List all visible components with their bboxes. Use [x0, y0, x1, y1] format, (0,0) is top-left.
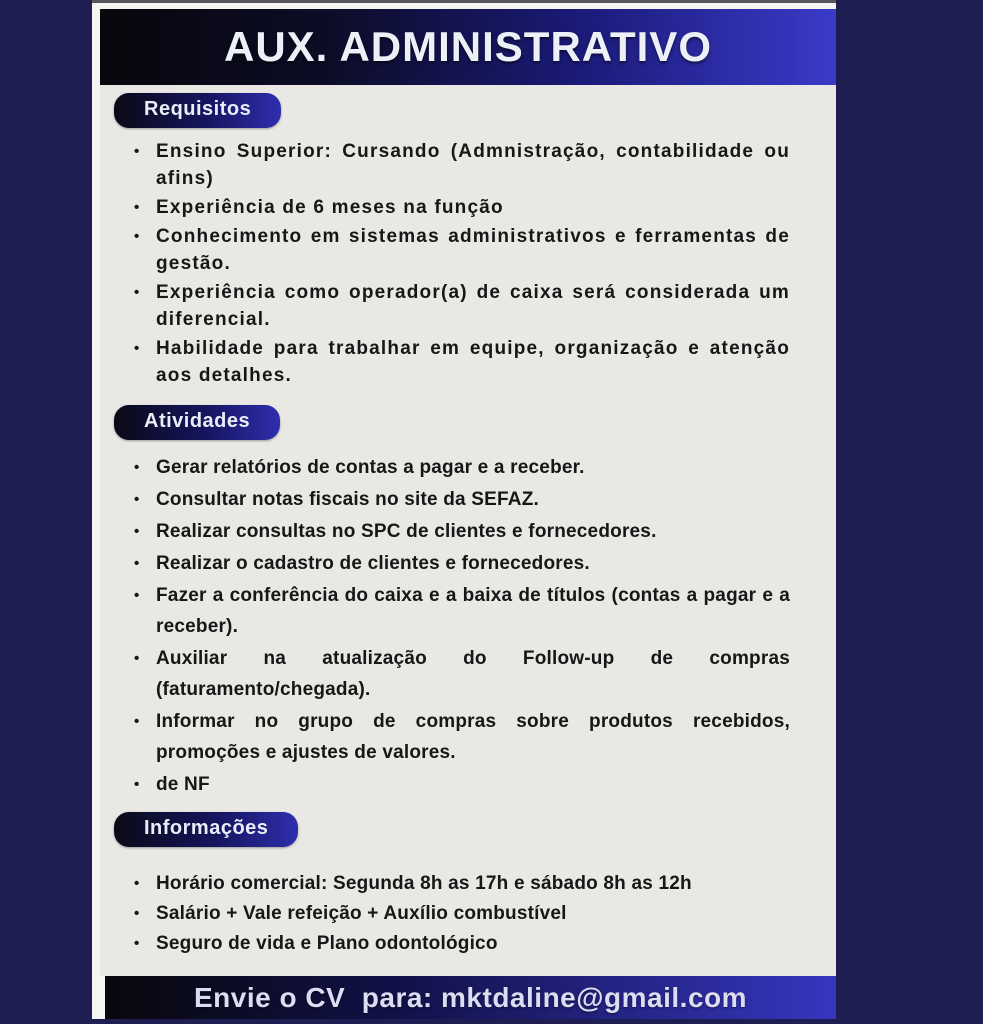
requisito-item	[130, 223, 790, 277]
informacao-item-text: Horário comercial: Segunda 8h as 17h e sábado 8h as 12h	[156, 873, 692, 894]
job-post-card	[92, 0, 836, 1019]
atividade-item	[130, 706, 790, 768]
bullet-icon: •	[134, 905, 140, 922]
informacao-item	[130, 929, 790, 959]
atividade-item-text: Fazer a conferência do caixa e a baixa de títulos (contas a pagar e a receber).	[156, 585, 790, 637]
requisitos-list	[100, 138, 836, 389]
atividade-item	[130, 580, 790, 642]
atividade-item-text: de NF	[156, 774, 210, 795]
job-title-banner	[100, 9, 836, 85]
bullet-icon: •	[134, 284, 141, 301]
atividade-item	[130, 548, 790, 579]
requisito-item-text: Ensino Superior: Cursando (Admnistração, contabilidade ou afins)	[156, 141, 790, 189]
cv-email-banner	[105, 976, 836, 1019]
content-panel	[100, 85, 836, 976]
bullet-icon: •	[134, 935, 140, 952]
cv-email-text: Envie o CV para: mktdaline@gmail.com	[193, 981, 748, 1013]
atividades-section-header	[100, 405, 836, 440]
atividades-pill	[114, 405, 280, 440]
card-top-strip	[92, 0, 836, 3]
requisito-item-text: Habilidade para trabalhar em equipe, organização e atenção aos detalhes.	[156, 338, 790, 386]
requisitos-pill	[114, 93, 281, 128]
informacoes-section-header	[100, 812, 836, 847]
bullet-icon: •	[134, 228, 141, 245]
informacoes-pill	[114, 812, 298, 847]
bullet-icon: •	[134, 587, 140, 604]
atividade-item-text: Consultar notas fiscais no site da SEFAZ.	[156, 489, 540, 510]
informacao-item-text: Salário + Vale refeição + Auxílio combustível	[156, 903, 567, 924]
bullet-icon: •	[134, 650, 140, 667]
bullet-icon: •	[134, 491, 140, 508]
atividades-list	[100, 452, 836, 800]
atividade-item	[130, 643, 790, 705]
job-title: AUX. ADMINISTRATIVO	[224, 23, 712, 70]
informacoes-label: Informações	[144, 817, 269, 839]
bullet-icon: •	[134, 459, 140, 476]
atividade-item	[130, 769, 790, 800]
atividade-item	[130, 452, 790, 483]
bullet-icon: •	[134, 776, 140, 793]
requisito-item	[130, 194, 790, 221]
atividade-item	[130, 484, 790, 515]
atividade-item	[130, 516, 790, 547]
informacoes-list	[100, 869, 836, 959]
atividade-item-text: Realizar consultas no SPC de clientes e fornecedores.	[156, 521, 657, 542]
requisito-item	[130, 335, 790, 389]
bullet-icon: •	[134, 143, 141, 160]
bullet-icon: •	[134, 523, 140, 540]
bullet-icon: •	[134, 199, 141, 216]
requisitos-label: Requisitos	[144, 98, 252, 120]
requisito-item-text: Experiência de 6 meses na função	[156, 197, 504, 218]
requisito-item-text: Experiência como operador(a) de caixa será considerada um diferencial.	[156, 282, 790, 330]
bullet-icon: •	[134, 713, 140, 730]
bullet-icon: •	[134, 875, 140, 892]
requisito-item	[130, 138, 790, 192]
informacao-item	[130, 869, 790, 899]
requisito-item-text: Conhecimento em sistemas administrativos e ferramentas de gestão.	[156, 226, 790, 274]
atividade-item-text: Informar no grupo de compras sobre produtos recebidos, promoções e ajustes de valores.	[156, 711, 790, 763]
informacao-item-text: Seguro de vida e Plano odontológico	[156, 933, 498, 954]
atividade-item-text: Gerar relatórios de contas a pagar e a receber.	[156, 457, 585, 478]
atividades-label: Atividades	[144, 410, 251, 432]
requisito-item	[130, 279, 790, 333]
atividade-item-text: Auxiliar na atualização do Follow-up de compras (faturamento/chegada).	[156, 648, 790, 700]
bullet-icon: •	[134, 555, 140, 572]
informacao-item	[130, 899, 790, 929]
bullet-icon: •	[134, 340, 141, 357]
atividade-item-text: Realizar o cadastro de clientes e fornecedores.	[156, 553, 590, 574]
requisitos-section-header	[100, 93, 836, 128]
